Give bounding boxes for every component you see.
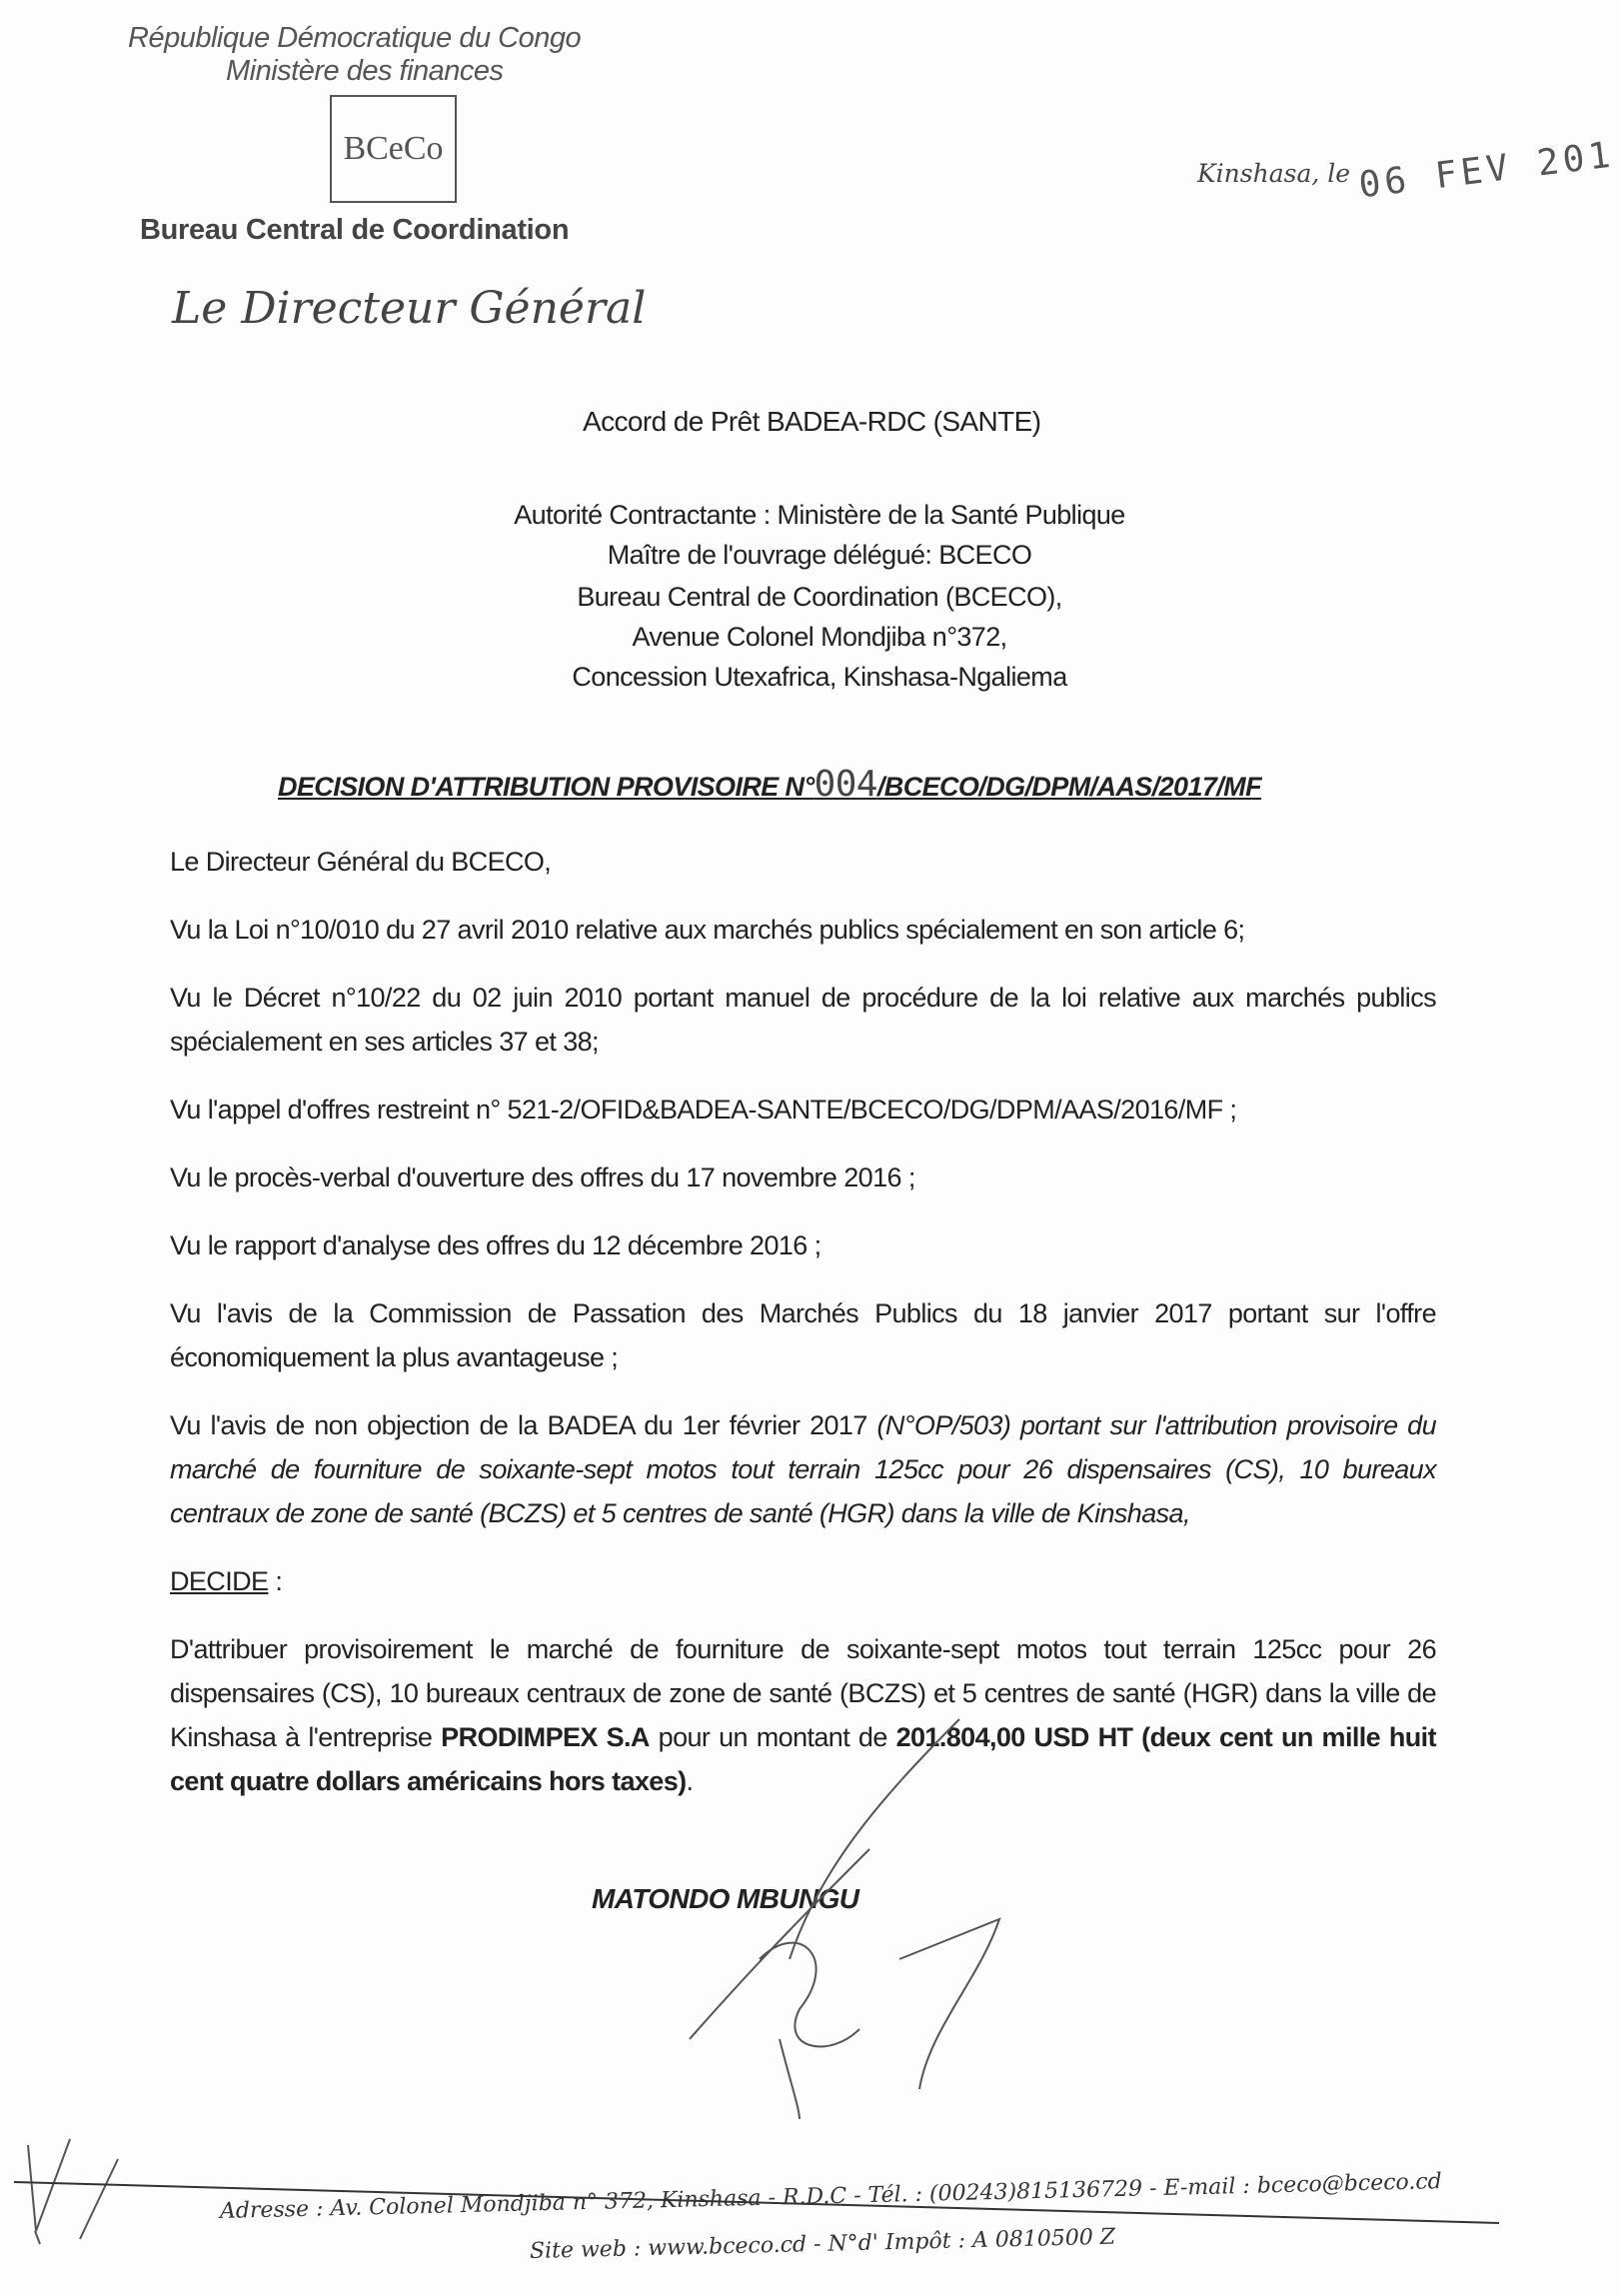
decide-colon: : (268, 1566, 283, 1596)
address-line: Maître de l'ouvrage délégué: BCECO (607, 540, 1032, 570)
address-line: Autorité Contractante : Ministère de la Santé Publique (514, 500, 1125, 530)
address-line: Concession Utexafrica, Kinshasa-Ngaliema (572, 662, 1067, 692)
footer-website: Site web : www.bceco.cd - N°d' Impôt : A 0810500 Z (529, 2224, 1116, 2264)
ministry-name: Ministère des finances (226, 55, 504, 87)
director-title-script: Le Directeur Général (172, 283, 647, 334)
decision-end: . (686, 1766, 694, 1796)
footer-address: Adresse : Av. Colonel Mondjiba n° 372, Kinshasa - R.D.C - Tél. : (00243)815136729 - E-mail : bceco@bceco.cd (219, 2169, 1443, 2224)
initial-mark (28, 2139, 118, 2244)
address-line: Avenue Colonel Mondjiba n°372, (632, 622, 1007, 652)
amount-intro: pour un montant de (649, 1722, 896, 1752)
loan-title: Accord de Prêt BADEA-RDC (SANTE) (583, 406, 1041, 437)
decision-title-prefix: DECISION D'ATTRIBUTION PROVISOIRE N° (278, 772, 814, 802)
opening-line: Le Directeur Général du BCECO, (170, 847, 552, 877)
non-objection-start: Vu l'avis de non objection de la BADEA du 1er février 2017 (170, 1410, 867, 1440)
consideration: Vu le procès-verbal d'ouverture des offres du 17 novembre 2016 ; (170, 1162, 915, 1192)
consideration: Vu la Loi n°10/010 du 27 avril 2010 relative aux marchés publics spécialement en son article 6; (170, 915, 1245, 945)
non-objection-rest: (N°OP/503) portant sur l'attribution provisoire du marché de fourniture de soixante-sept motos tout terrain 125cc pour 26 dispensaires (CS), 10 bureaux centraux de zone de santé (BCZS) et 5 centres de santé (HGR) dans la ville de Kinshasa, (170, 1410, 1436, 1528)
signatory-name: MATONDO MBUNGU (592, 1883, 859, 1914)
consideration: Vu l'appel d'offres restreint n° 521-2/OFID&BADEA-SANTE/BCECO/DG/DPM/AAS/2016/MF ; (170, 1095, 1237, 1125)
date-stamp: 06 FEV 201 (1356, 134, 1616, 207)
signature (690, 1719, 999, 2119)
consideration: Vu le Décret n°10/22 du 02 juin 2010 portant manuel de procédure de la loi relative aux marchés publics spécialement en ses articles 37 et 38; (170, 983, 1436, 1057)
decision-number-handwritten: 004 (813, 764, 877, 805)
consideration: Vu le rapport d'analyse des offres du 12 décembre 2016 ; (170, 1230, 821, 1260)
logo-text: BCeCo (343, 130, 444, 167)
decision-text: D'attribuer provisoirement le marché de fourniture de soixante-sept motos tout terrain 125cc pour 26 dispensaires (CS), 10 bureaux centraux de zone de santé (BCZS) et 5 centres de santé (HGR) dans la ville de Kinshasa à l'entreprise (170, 1634, 1436, 1752)
amount: 201.804,00 USD HT (deux cent un mille huit cent quatre dollars américains hors taxes) (170, 1722, 1436, 1796)
country-name: République Démocratique du Congo (128, 22, 582, 54)
address-line: Bureau Central de Coordination (BCECO), (577, 582, 1062, 612)
consideration: Vu l'avis de la Commission de Passation des Marchés Publics du 18 janvier 2017 portant sur l'offre économiquement la plus avantageuse ; (170, 1298, 1436, 1372)
bureau-name: Bureau Central de Coordination (140, 214, 570, 246)
decide-label: DECIDE (170, 1566, 269, 1596)
company-name: PRODIMPEX S.A (441, 1722, 650, 1752)
date-label: Kinshasa, le (1197, 159, 1351, 188)
decision-title-suffix: /BCECO/DG/DPM/AAS/2017/MF (876, 772, 1261, 802)
